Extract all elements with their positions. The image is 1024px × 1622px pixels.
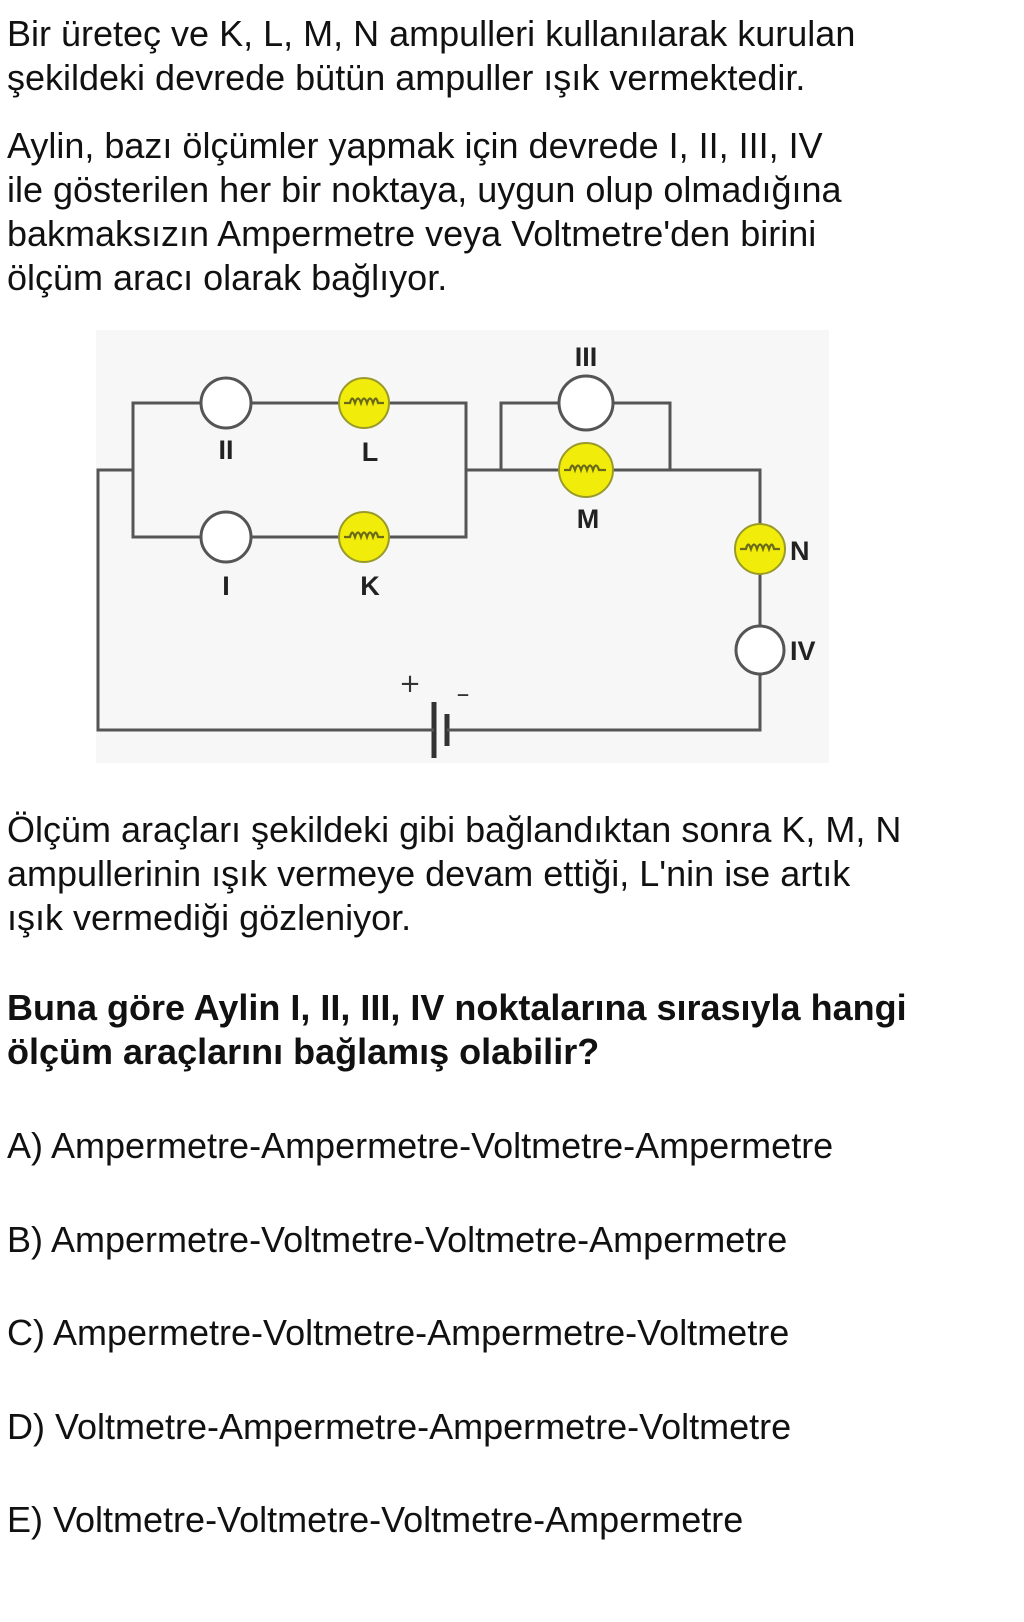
setup-line: ile gösterilen her bir noktaya, uygun olup olmadığına — [7, 169, 842, 210]
option-e[interactable]: E) Voltmetre-Voltmetre-Voltmetre-Ampermetre — [7, 1499, 744, 1540]
label-bulb-k: K — [360, 571, 380, 601]
option-a[interactable]: A) Ampermetre-Ampermetre-Voltmetre-Ampermetre — [7, 1125, 834, 1166]
bulb-k — [339, 512, 389, 562]
question-prompt — [7, 986, 907, 1074]
meter-point-ii — [201, 378, 251, 428]
observation-line: ışık vermediği gözleniyor. — [7, 897, 412, 938]
label-bulb-m: M — [576, 504, 600, 534]
setup-line: bakmaksızın Ampermetre veya Voltmetre'den birini — [7, 213, 817, 254]
meter-point-iii — [559, 376, 613, 430]
option-c[interactable]: C) Ampermetre-Voltmetre-Ampermetre-Voltmetre — [7, 1312, 790, 1353]
setup-line: ölçüm aracı olarak bağlıyor. — [7, 257, 448, 298]
option-d[interactable]: D) Voltmetre-Ampermetre-Ampermetre-Voltmetre — [7, 1406, 792, 1447]
bulb-m — [559, 443, 613, 497]
setup-line: Aylin, bazı ölçümler yapmak için devrede I, II, III, IV — [7, 125, 823, 166]
option-b[interactable]: B) Ampermetre-Voltmetre-Voltmetre-Ampermetre — [7, 1219, 788, 1260]
label-point-iv: IV — [790, 636, 816, 666]
bulb-l — [339, 378, 389, 428]
question-line: ölçüm araçlarını bağlamış olabilir? — [7, 1031, 600, 1072]
intro-line: şekildeki devrede bütün ampuller ışık vermektedir. — [7, 57, 806, 98]
meter-point-iv — [736, 626, 784, 674]
intro-paragraph — [7, 12, 855, 100]
bulb-n — [735, 524, 785, 574]
label-point-ii: II — [218, 435, 234, 465]
setup-paragraph — [7, 124, 842, 300]
label-bulb-n: N — [790, 536, 810, 566]
intro-line: Bir üreteç ve K, L, M, N ampulleri kullanılarak kurulan — [7, 13, 856, 54]
label-point-iii: III — [574, 342, 598, 372]
observation-line: Ölçüm araçları şekildeki gibi bağlandıktan sonra K, M, N — [7, 809, 902, 850]
meter-point-i — [201, 512, 251, 562]
question-line: Buna göre Aylin I, II, III, IV noktalarına sırasıyla hangi — [7, 987, 907, 1028]
battery-plus-sign: + — [399, 669, 421, 699]
battery-minus-sign: – — [456, 679, 470, 709]
label-bulb-l: L — [361, 437, 379, 467]
observation-paragraph — [7, 808, 901, 940]
label-point-i: I — [222, 571, 230, 601]
observation-line: ampullerinin ışık vermeye devam ettiği, L'nin ise artık — [7, 853, 851, 894]
circuit-diagram — [96, 330, 829, 763]
